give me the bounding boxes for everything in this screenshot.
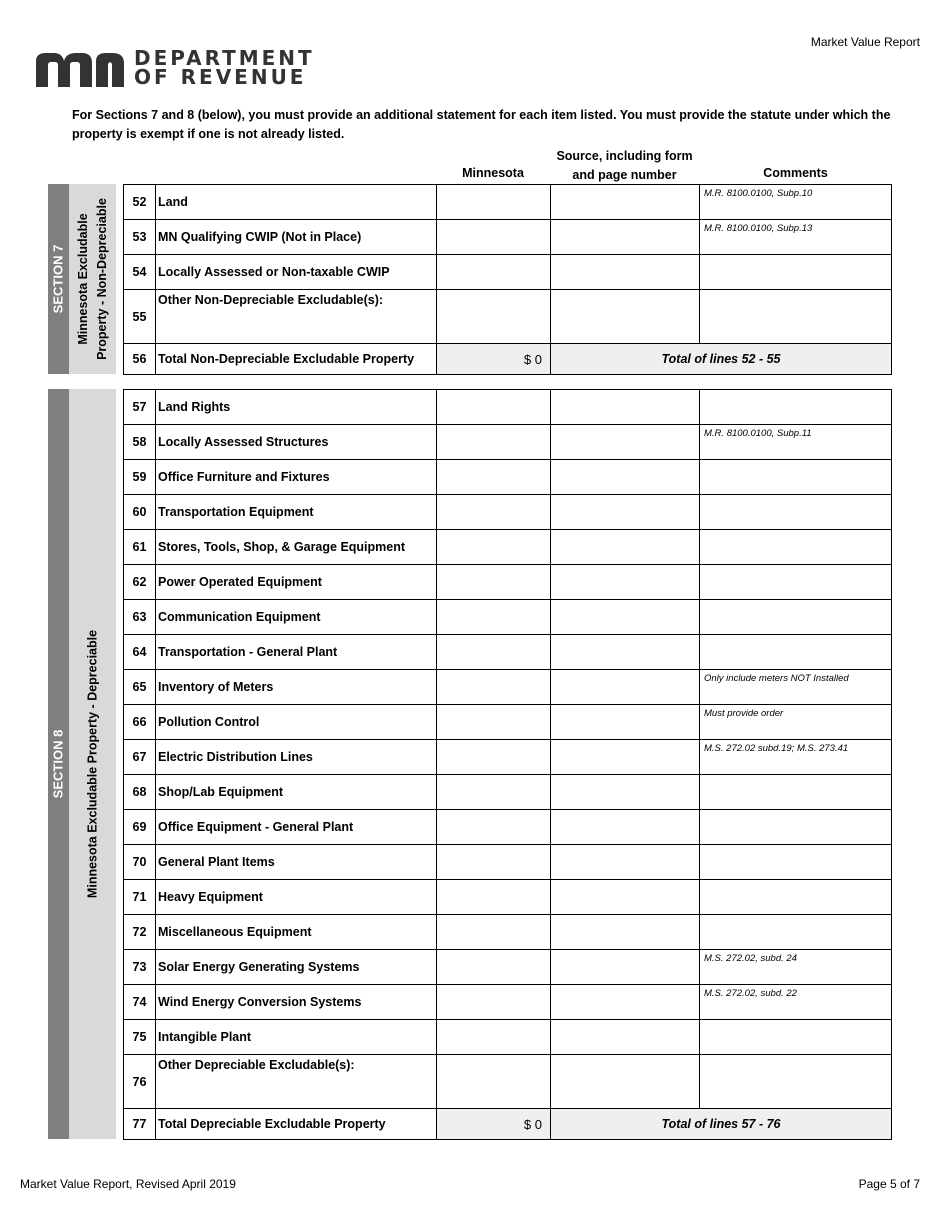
footer-revision: Market Value Report, Revised April 2019 — [20, 1177, 236, 1191]
minnesota-input[interactable] — [437, 880, 551, 914]
minnesota-input[interactable] — [437, 985, 551, 1019]
row-number: 64 — [124, 635, 156, 669]
table-row-68 — [124, 775, 891, 810]
table-row-66 — [124, 705, 891, 740]
table-row-73 — [124, 950, 891, 985]
row-label: Transportation Equipment — [156, 495, 437, 529]
comment-cell[interactable]: M.S. 272.02, subd. 22 — [704, 988, 797, 999]
table-row-71 — [124, 880, 891, 915]
minnesota-input[interactable] — [437, 425, 551, 459]
comment-cell[interactable] — [700, 565, 891, 599]
row-number: 65 — [124, 670, 156, 704]
table-row-74 — [124, 985, 891, 1020]
row-number: 58 — [124, 425, 156, 459]
row-label: Miscellaneous Equipment — [156, 915, 437, 949]
source-input[interactable] — [551, 1055, 700, 1108]
section-7-table — [123, 184, 892, 375]
source-input[interactable] — [551, 390, 700, 424]
comment-cell[interactable] — [700, 390, 891, 424]
section-8-subtitle-band — [69, 389, 116, 1139]
section-8-title: SECTION 8 — [50, 729, 66, 799]
row-number: 66 — [124, 705, 156, 739]
comment-cell[interactable] — [700, 1055, 891, 1108]
comment-cell[interactable] — [700, 460, 891, 494]
row-label: Transportation - General Plant — [156, 635, 437, 669]
minnesota-input[interactable] — [437, 255, 551, 289]
row-label: Total Non-Depreciable Excludable Property — [156, 344, 437, 374]
row-label: Other Depreciable Excludable(s): — [156, 1055, 437, 1108]
section-7-subtitle — [74, 198, 112, 360]
source-input[interactable] — [551, 1020, 700, 1054]
table-row-69 — [124, 810, 891, 845]
table-row-64 — [124, 635, 891, 670]
table-row-52 — [124, 185, 891, 220]
table-row-63 — [124, 600, 891, 635]
table-row-57 — [124, 390, 891, 425]
row-label: Other Non-Depreciable Excludable(s): — [156, 290, 437, 343]
source-input[interactable] — [551, 565, 700, 599]
instructions: For Sections 7 and 8 (below), you must provide an additional statement for each item listed. You must provide the statute under which the property is exempt if one is not already listed. — [72, 108, 891, 141]
section-8-band — [48, 389, 69, 1139]
footer-page-number: Page 5 of 7 — [858, 1177, 920, 1191]
row-label: Inventory of Meters — [156, 670, 437, 704]
mn-revenue-logo — [36, 48, 315, 88]
total-value: $ 0 — [437, 344, 551, 374]
table-row-54 — [124, 255, 891, 290]
row-number: 70 — [124, 845, 156, 879]
column-header-source-line2: and page number — [572, 168, 677, 182]
row-label: Communication Equipment — [156, 600, 437, 634]
source-input[interactable] — [551, 495, 700, 529]
row-number: 56 — [124, 344, 156, 374]
minnesota-input[interactable] — [437, 495, 551, 529]
comment-cell[interactable] — [700, 845, 891, 879]
table-row-60 — [124, 495, 891, 530]
row-label: Total Depreciable Excludable Property — [156, 1109, 437, 1139]
row-number: 74 — [124, 985, 156, 1019]
minnesota-input[interactable] — [437, 565, 551, 599]
row-number: 69 — [124, 810, 156, 844]
row-number: 52 — [124, 185, 156, 219]
minnesota-input[interactable] — [437, 775, 551, 809]
section-7-title: SECTION 7 — [50, 244, 66, 314]
minnesota-input[interactable] — [437, 915, 551, 949]
comment-cell[interactable] — [700, 880, 891, 914]
minnesota-input[interactable] — [437, 950, 551, 984]
comment-cell[interactable]: M.S. 272.02 subd.19; M.S. 273.41 — [704, 743, 849, 754]
comment-cell[interactable]: Only include meters NOT Installed — [704, 673, 849, 684]
row-label: Electric Distribution Lines — [156, 740, 437, 774]
table-row-55 — [124, 290, 891, 344]
row-label: Pollution Control — [156, 705, 437, 739]
table-row-67 — [124, 740, 891, 775]
source-input[interactable] — [551, 290, 700, 343]
row-number: 72 — [124, 915, 156, 949]
row-label: Heavy Equipment — [156, 880, 437, 914]
comment-cell[interactable]: M.S. 272.02, subd. 24 — [704, 953, 797, 964]
column-header-comments: Comments — [763, 166, 828, 180]
source-input[interactable] — [551, 985, 700, 1019]
minnesota-input[interactable] — [437, 460, 551, 494]
logo-line-2: OF REVENUE — [134, 65, 307, 89]
section-7-band — [48, 184, 69, 374]
row-number: 71 — [124, 880, 156, 914]
table-row-58 — [124, 425, 891, 460]
comment-cell[interactable] — [700, 255, 891, 289]
column-header-source-line1: Source, including form — [556, 149, 693, 163]
row-number: 67 — [124, 740, 156, 774]
minnesota-input[interactable] — [437, 220, 551, 254]
table-row-75 — [124, 1020, 891, 1055]
source-input[interactable] — [551, 775, 700, 809]
source-input[interactable] — [551, 600, 700, 634]
section-7-subtitle-band — [69, 184, 116, 374]
row-number: 57 — [124, 390, 156, 424]
comment-cell[interactable]: M.R. 8100.0100, Subp.13 — [704, 223, 813, 234]
source-input[interactable] — [551, 950, 700, 984]
comment-cell[interactable] — [700, 290, 891, 343]
comment-cell[interactable] — [700, 530, 891, 564]
row-label: Stores, Tools, Shop, & Garage Equipment — [156, 530, 437, 564]
source-input[interactable] — [551, 810, 700, 844]
table-row-77-total — [124, 1109, 891, 1139]
minnesota-input[interactable] — [437, 1020, 551, 1054]
comment-cell[interactable] — [700, 495, 891, 529]
row-number: 63 — [124, 600, 156, 634]
logo-line-1: DEPARTMENT — [134, 46, 315, 70]
table-row-62 — [124, 565, 891, 600]
source-input[interactable] — [551, 185, 700, 219]
table-row-65 — [124, 670, 891, 705]
comment-cell[interactable] — [700, 775, 891, 809]
row-number: 61 — [124, 530, 156, 564]
source-input[interactable] — [551, 705, 700, 739]
source-input[interactable] — [551, 220, 700, 254]
minnesota-input[interactable] — [437, 600, 551, 634]
row-label: Locally Assessed or Non-taxable CWIP — [156, 255, 437, 289]
table-row-61 — [124, 530, 891, 565]
table-row-56-total — [124, 344, 891, 374]
row-label: Locally Assessed Structures — [156, 425, 437, 459]
section-8-table — [123, 389, 892, 1140]
source-input[interactable] — [551, 530, 700, 564]
row-label: Power Operated Equipment — [156, 565, 437, 599]
comment-cell[interactable]: Must provide order — [704, 708, 784, 719]
minnesota-input[interactable] — [437, 635, 551, 669]
row-label: Land Rights — [156, 390, 437, 424]
row-label: Land — [156, 185, 437, 219]
row-number: 60 — [124, 495, 156, 529]
minnesota-input[interactable] — [437, 290, 551, 343]
source-input[interactable] — [551, 255, 700, 289]
comment-cell[interactable]: M.R. 8100.0100, Subp.11 — [704, 428, 812, 439]
row-number: 77 — [124, 1109, 156, 1139]
minnesota-input[interactable] — [437, 810, 551, 844]
column-header-minnesota: Minnesota — [462, 166, 524, 180]
row-number: 62 — [124, 565, 156, 599]
source-input[interactable] — [551, 880, 700, 914]
row-number: 54 — [124, 255, 156, 289]
row-label: Office Equipment - General Plant — [156, 810, 437, 844]
row-number: 68 — [124, 775, 156, 809]
total-note: Total of lines 52 - 55 — [661, 352, 781, 366]
row-number: 73 — [124, 950, 156, 984]
column-header-source — [550, 147, 699, 185]
comment-cell[interactable] — [700, 915, 891, 949]
comment-cell[interactable] — [700, 635, 891, 669]
comment-cell[interactable] — [700, 600, 891, 634]
minnesota-input[interactable] — [437, 530, 551, 564]
minnesota-input[interactable] — [437, 670, 551, 704]
source-input[interactable] — [551, 460, 700, 494]
table-row-76 — [124, 1055, 891, 1109]
source-input[interactable] — [551, 845, 700, 879]
row-label: MN Qualifying CWIP (Not in Place) — [156, 220, 437, 254]
table-row-53 — [124, 220, 891, 255]
source-input[interactable] — [551, 635, 700, 669]
section-7-subtitle-line1: Minnesota Excludable — [76, 213, 90, 345]
comment-cell[interactable] — [700, 810, 891, 844]
row-label: Shop/Lab Equipment — [156, 775, 437, 809]
minnesota-input[interactable] — [437, 740, 551, 774]
minnesota-input[interactable] — [437, 185, 551, 219]
total-note: Total of lines 57 - 76 — [661, 1117, 781, 1131]
section-7-subtitle-line2: Property - Non-Depreciable — [95, 198, 109, 360]
minnesota-input[interactable] — [437, 845, 551, 879]
source-input[interactable] — [551, 670, 700, 704]
row-number: 59 — [124, 460, 156, 494]
comment-cell[interactable]: M.R. 8100.0100, Subp.10 — [704, 188, 813, 199]
source-input[interactable] — [551, 915, 700, 949]
section-8-subtitle: Minnesota Excludable Property - Depreciable — [85, 629, 100, 899]
comment-cell[interactable] — [700, 1020, 891, 1054]
table-row-59 — [124, 460, 891, 495]
row-number: 53 — [124, 220, 156, 254]
row-number: 76 — [124, 1055, 156, 1108]
source-input[interactable] — [551, 740, 700, 774]
row-label: General Plant Items — [156, 845, 437, 879]
report-title: Market Value Report — [810, 35, 920, 49]
total-value: $ 0 — [437, 1109, 551, 1139]
minnesota-input[interactable] — [437, 705, 551, 739]
row-label: Office Furniture and Fixtures — [156, 460, 437, 494]
minnesota-input[interactable] — [437, 1055, 551, 1108]
row-number: 75 — [124, 1020, 156, 1054]
row-label: Intangible Plant — [156, 1020, 437, 1054]
mn-logo-icon — [36, 49, 124, 87]
minnesota-input[interactable] — [437, 390, 551, 424]
table-row-72 — [124, 915, 891, 950]
table-row-70 — [124, 845, 891, 880]
row-number: 55 — [124, 290, 156, 343]
source-input[interactable] — [551, 425, 700, 459]
row-label: Wind Energy Conversion Systems — [156, 985, 437, 1019]
row-label: Solar Energy Generating Systems — [156, 950, 437, 984]
